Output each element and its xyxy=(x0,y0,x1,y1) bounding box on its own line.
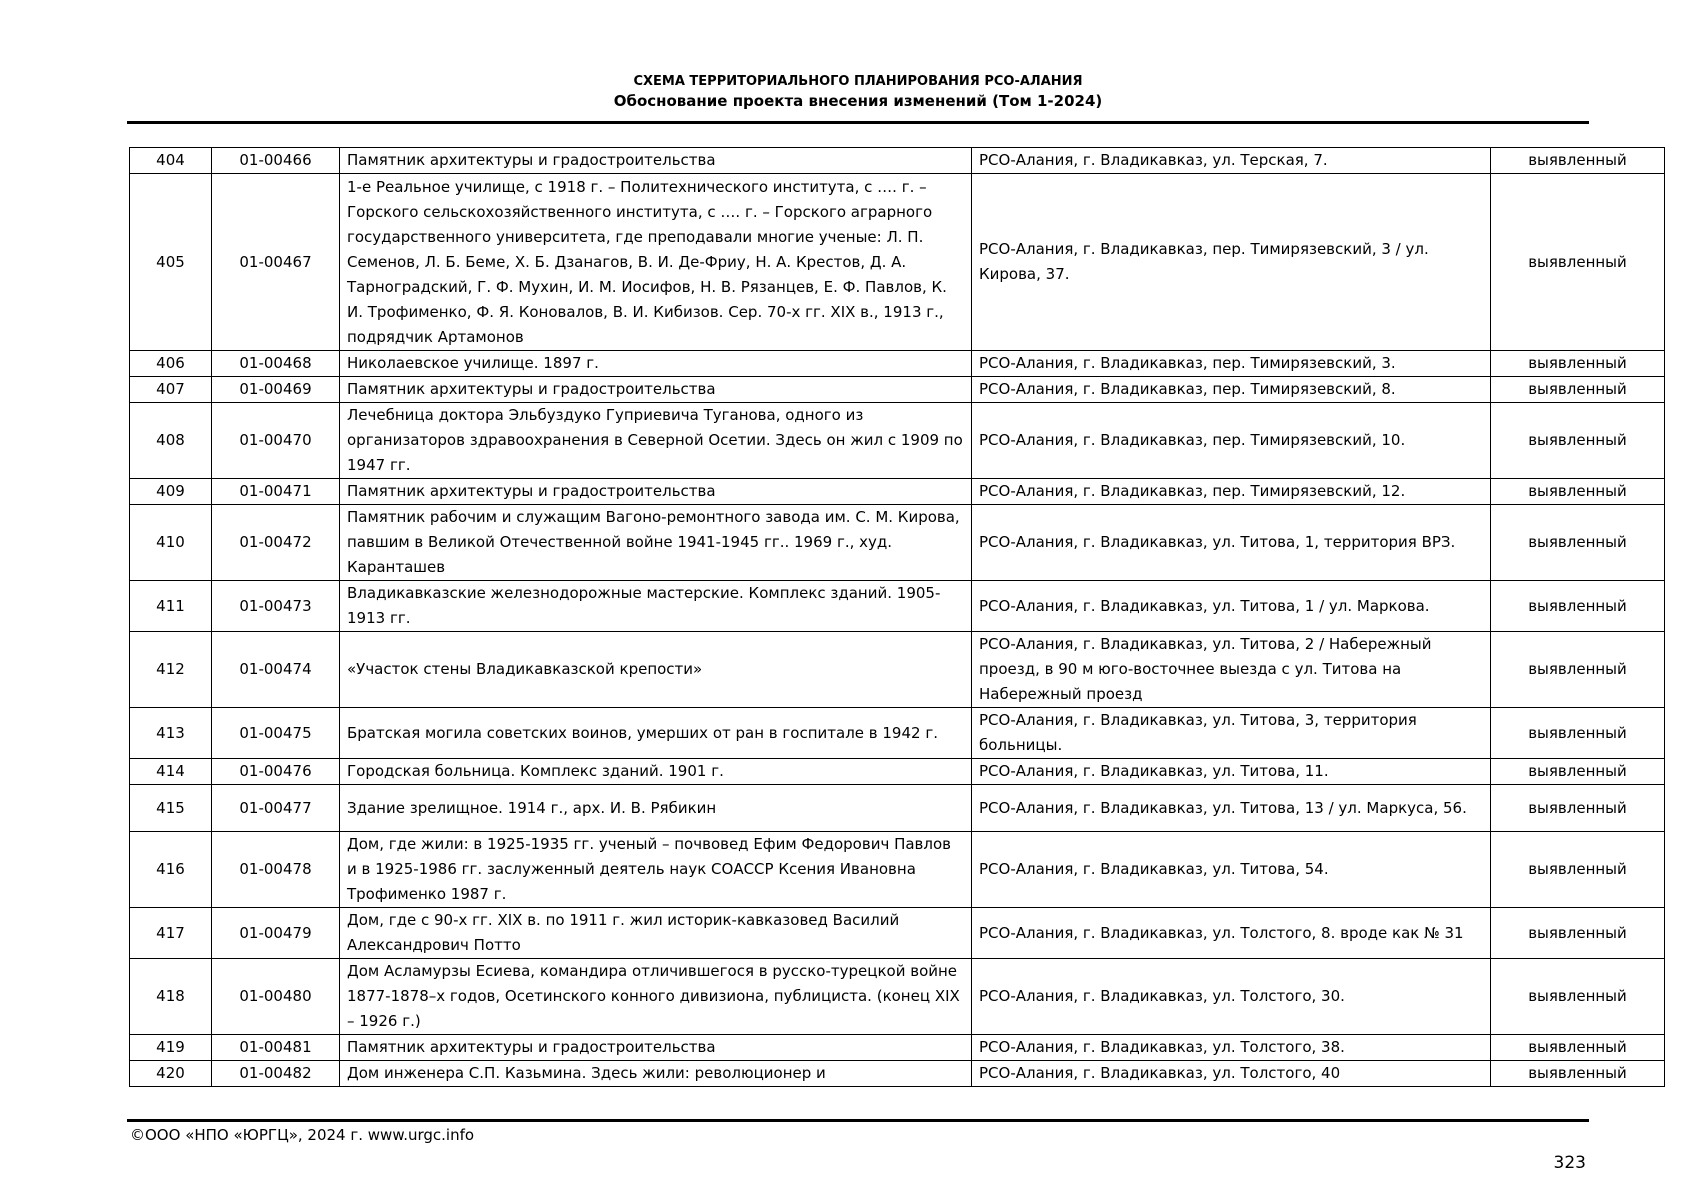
table-row xyxy=(130,832,1665,908)
cell-status: выявленный xyxy=(1491,832,1665,908)
table-row xyxy=(130,632,1665,708)
table-row xyxy=(130,785,1665,832)
cell-status: выявленный xyxy=(1491,708,1665,759)
cell-object-name: Памятник архитектуры и градостроительства xyxy=(340,148,972,174)
cell-address: РСО-Алания, г. Владикавказ, ул. Толстого, 38. xyxy=(972,1035,1491,1061)
document-subtitle: Обоснование проекта внесения изменений (Том 1-2024) xyxy=(613,92,1103,110)
cell-address: РСО-Алания, г. Владикавказ, ул. Титова, 2 / Набережный проезд, в 90 м юго-восточнее выезда с ул. Титова на Набережный проезд xyxy=(972,632,1491,708)
table-row xyxy=(130,505,1665,581)
table-row xyxy=(130,708,1665,759)
document-title: СХЕМА ТЕРРИТОРИАЛЬНОГО ПЛАНИРОВАНИЯ РСО-АЛАНИЯ xyxy=(633,74,1083,89)
cell-status: выявленный xyxy=(1491,785,1665,832)
cell-object-name: Николаевское училище. 1897 г. xyxy=(340,351,972,377)
cell-address: РСО-Алания, г. Владикавказ, пер. Тимирязевский, 12. xyxy=(972,479,1491,505)
cell-address: РСО-Алания, г. Владикавказ, ул. Титова, 13 / ул. Маркуса, 56. xyxy=(972,785,1491,832)
cell-registry-code: 01-00476 xyxy=(212,759,340,785)
cell-registry-code: 01-00469 xyxy=(212,377,340,403)
cell-object-name: «Участок стены Владикавказской крепости» xyxy=(340,632,972,708)
cell-address: РСО-Алания, г. Владикавказ, ул. Титова, 3, территория больницы. xyxy=(972,708,1491,759)
cell-number: 404 xyxy=(130,148,212,174)
cell-object-name: Дом, где с 90-х гг. XIX в. по 1911 г. жил историк-кавказовед Василий Александрович Потто xyxy=(340,908,972,959)
table-row xyxy=(130,377,1665,403)
table-row xyxy=(130,759,1665,785)
cell-number: 414 xyxy=(130,759,212,785)
table-row xyxy=(130,174,1665,351)
cell-number: 407 xyxy=(130,377,212,403)
cell-object-name: Памятник рабочим и служащим Вагоно-ремонтного завода им. С. М. Кирова, павшим в Великой Отечественной войне 1941-1945 гг.. 1969 г., худ. Каранташев xyxy=(340,505,972,581)
cell-address: РСО-Алания, г. Владикавказ, пер. Тимирязевский, 8. xyxy=(972,377,1491,403)
cell-status: выявленный xyxy=(1491,908,1665,959)
cell-object-name: Лечебница доктора Эльбуздуко Гуприевича Туганова, одного из организаторов здравоохранения в Северной Осетии. Здесь он жил с 1909 по 1947 гг. xyxy=(340,403,972,479)
cell-address: РСО-Алания, г. Владикавказ, ул. Титова, 54. xyxy=(972,832,1491,908)
table-row xyxy=(130,581,1665,632)
cell-registry-code: 01-00470 xyxy=(212,403,340,479)
cell-status: выявленный xyxy=(1491,377,1665,403)
cell-registry-code: 01-00467 xyxy=(212,174,340,351)
table-row xyxy=(130,148,1665,174)
footer-copyright: ©ООО «НПО «ЮРГЦ», 2024 г. www.urgc.info xyxy=(130,1126,475,1144)
cell-status: выявленный xyxy=(1491,959,1665,1035)
cell-object-name: Памятник архитектуры и градостроительства xyxy=(340,377,972,403)
cell-number: 405 xyxy=(130,174,212,351)
cell-number: 410 xyxy=(130,505,212,581)
cell-number: 420 xyxy=(130,1061,212,1087)
cell-registry-code: 01-00475 xyxy=(212,708,340,759)
cell-object-name: Дом Асламурзы Есиева, командира отличившегося в русско-турецкой войне 1877-1878–х годов, Осетинского конного дивизиона, публициста. (конец XIX – 1926 г.) xyxy=(340,959,972,1035)
cell-registry-code: 01-00471 xyxy=(212,479,340,505)
cell-address: РСО-Алания, г. Владикавказ, ул. Толстого, 30. xyxy=(972,959,1491,1035)
cell-registry-code: 01-00477 xyxy=(212,785,340,832)
cell-status: выявленный xyxy=(1491,1035,1665,1061)
cell-number: 412 xyxy=(130,632,212,708)
cell-registry-code: 01-00481 xyxy=(212,1035,340,1061)
cell-registry-code: 01-00478 xyxy=(212,832,340,908)
cell-object-name: Здание зрелищное. 1914 г., арх. И. В. Рябикин xyxy=(340,785,972,832)
cell-address: РСО-Алания, г. Владикавказ, ул. Толстого, 8. вроде как № 31 xyxy=(972,908,1491,959)
cell-number: 408 xyxy=(130,403,212,479)
cell-status: выявленный xyxy=(1491,632,1665,708)
footer-divider xyxy=(127,1119,1589,1122)
table-body xyxy=(130,148,1665,1087)
page-number: 323 xyxy=(1553,1153,1586,1173)
cell-status: выявленный xyxy=(1491,403,1665,479)
cell-registry-code: 01-00474 xyxy=(212,632,340,708)
cell-number: 409 xyxy=(130,479,212,505)
table-row xyxy=(130,351,1665,377)
cell-number: 406 xyxy=(130,351,212,377)
cell-object-name: Памятник архитектуры и градостроительства xyxy=(340,479,972,505)
cell-object-name: Дом, где жили: в 1925-1935 гг. ученый – почвовед Ефим Федорович Павлов и в 1925-1986 гг. заслуженный деятель наук СОАССР Ксения Ивановна Трофименко 1987 г. xyxy=(340,832,972,908)
cell-object-name: Дом инженера С.П. Казьмина. Здесь жили: революционер и xyxy=(340,1061,972,1087)
cell-registry-code: 01-00473 xyxy=(212,581,340,632)
cell-object-name: 1-е Реальное училище, с 1918 г. – Политехнического института, с …. г. – Горского сельскохозяйственного института, с …. г. – Горского аграрного государственного университета, где преподавали многие ученые: Л. П. Семенов, Л. Б. Беме, Х. Б. Дзанагов, В. И. Де-Фриу, Н. А. Крестов, Д. А. Тарноградский, Г. Ф. Мухин, И. М. Иосифов, Н. В. Рязанцев, Е. Ф. Павлов, К. И. Трофименко, Ф. Я. Коновалов, В. И. Кибизов. Сер. 70-х гг. XIX в., 1913 г., подрядчик Артамонов xyxy=(340,174,972,351)
cell-object-name: Владикавказские железнодорожные мастерские. Комплекс зданий. 1905-1913 гг. xyxy=(340,581,972,632)
cell-status: выявленный xyxy=(1491,148,1665,174)
cell-object-name: Братская могила советских воинов, умерших от ран в госпитале в 1942 г. xyxy=(340,708,972,759)
cell-status: выявленный xyxy=(1491,505,1665,581)
cell-address: РСО-Алания, г. Владикавказ, пер. Тимирязевский, 3 / ул. Кирова, 37. xyxy=(972,174,1491,351)
cell-address: РСО-Алания, г. Владикавказ, ул. Титова, 1 / ул. Маркова. xyxy=(972,581,1491,632)
cell-number: 413 xyxy=(130,708,212,759)
cell-number: 411 xyxy=(130,581,212,632)
cell-status: выявленный xyxy=(1491,351,1665,377)
cell-registry-code: 01-00468 xyxy=(212,351,340,377)
cell-status: выявленный xyxy=(1491,1061,1665,1087)
cell-status: выявленный xyxy=(1491,479,1665,505)
cell-object-name: Городская больница. Комплекс зданий. 1901 г. xyxy=(340,759,972,785)
table-row xyxy=(130,479,1665,505)
table-row xyxy=(130,1035,1665,1061)
page-header xyxy=(128,73,1588,111)
cell-number: 418 xyxy=(130,959,212,1035)
cell-number: 415 xyxy=(130,785,212,832)
cell-address: РСО-Алания, г. Владикавказ, пер. Тимирязевский, 10. xyxy=(972,403,1491,479)
table-row xyxy=(130,403,1665,479)
cell-registry-code: 01-00480 xyxy=(212,959,340,1035)
cell-object-name: Памятник архитектуры и градостроительства xyxy=(340,1035,972,1061)
cell-address: РСО-Алания, г. Владикавказ, ул. Толстого, 40 xyxy=(972,1061,1491,1087)
cell-registry-code: 01-00482 xyxy=(212,1061,340,1087)
cell-address: РСО-Алания, г. Владикавказ, ул. Титова, 11. xyxy=(972,759,1491,785)
header-divider xyxy=(127,121,1589,124)
cell-status: выявленный xyxy=(1491,174,1665,351)
cell-address: РСО-Алания, г. Владикавказ, ул. Терская, 7. xyxy=(972,148,1491,174)
cell-address: РСО-Алания, г. Владикавказ, ул. Титова, 1, территория ВРЗ. xyxy=(972,505,1491,581)
table-row xyxy=(130,908,1665,959)
cell-registry-code: 01-00466 xyxy=(212,148,340,174)
cell-status: выявленный xyxy=(1491,759,1665,785)
heritage-register-table xyxy=(129,147,1665,1087)
table-row xyxy=(130,959,1665,1035)
cell-address: РСО-Алания, г. Владикавказ, пер. Тимирязевский, 3. xyxy=(972,351,1491,377)
cell-number: 416 xyxy=(130,832,212,908)
table-row xyxy=(130,1061,1665,1087)
cell-registry-code: 01-00479 xyxy=(212,908,340,959)
cell-number: 417 xyxy=(130,908,212,959)
cell-number: 419 xyxy=(130,1035,212,1061)
cell-status: выявленный xyxy=(1491,581,1665,632)
cell-registry-code: 01-00472 xyxy=(212,505,340,581)
